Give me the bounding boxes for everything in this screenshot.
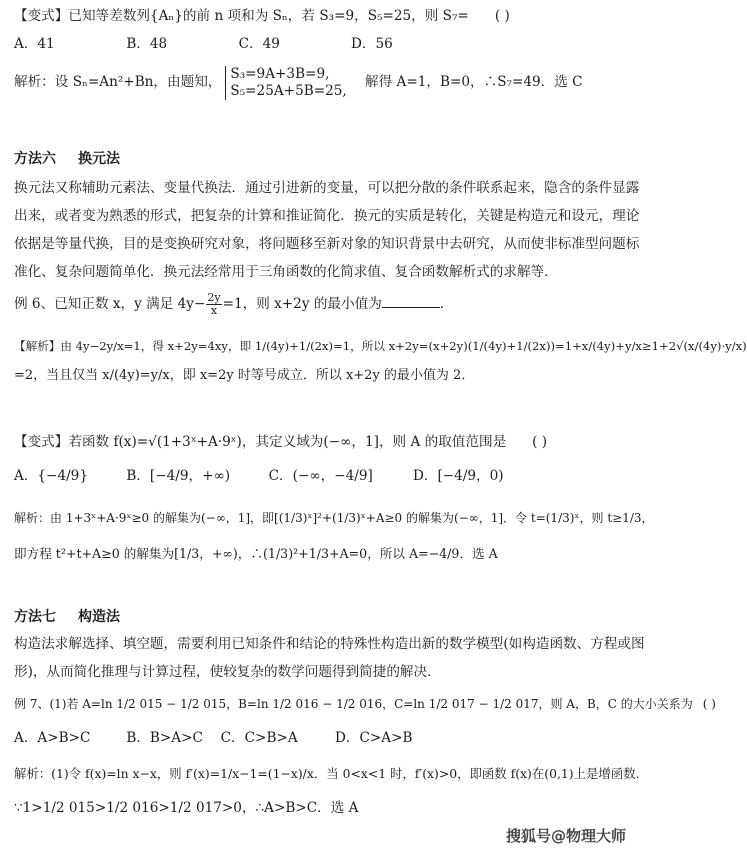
choice-d: D．C>A>B — [334, 730, 413, 746]
choice-c: C．C>B>A — [220, 730, 298, 746]
variant2-solution-line1: 解析：由 1+3ˣ+A·9ˣ≥0 的解集为(−∞，1]，即[(1/3)ˣ]²+(1/3)ˣ+A≥0 的解集为(−∞，1]．令 t=(1/3)ˣ，则 t≥1/3， — [14, 511, 654, 525]
variant2-solution-line2: 即方程 t²+t+A≥0 的解集为[1/3，+∞)，∴(1/3)²+1/3+A=0，所以 A=−4/9．选 A — [14, 546, 498, 561]
method7-para-line2: 形)，从而简化推理与计算过程，使较复杂的数学问题得到简捷的解决． — [14, 664, 441, 680]
watermark: 搜狐号@物理大师 — [505, 827, 626, 845]
method6-para-line1: 换元法又称辅助元素法、变量代换法．通过引进新的变量，可以把分散的条件联系起来，隐含的条件显露 — [14, 180, 640, 196]
choice-d: D．56 — [350, 36, 393, 52]
method6-para-line4: 准化、复杂问题简单化．换元法经常用于三角函数的化简求值、复合函数解析式的求解等． — [14, 264, 558, 280]
variant2-choices — [14, 466, 628, 486]
variant1-choices — [14, 34, 628, 54]
example7-solution-line1: 解析：(1)令 f(x)=ln x−x，则 f′(x)=1/x−1=(1−x)/x．当 0<x<1 时，f′(x)>0，即函数 f(x)在(0,1)上是增函数． — [14, 766, 648, 781]
example7-question: 例 7、(1)若 A=ln 1/2 015 − 1/2 015，B=ln 1/2 016 − 1/2 016，C=ln 1/2 017 − 1/2 017，则 A，B，C 的大小关系为 ( ) — [14, 697, 716, 711]
example6-solution-line2: =2，当且仅当 x/(4y)=y/x，即 x=2y 时等号成立．所以 x+2y 的最小值为 2． — [14, 368, 475, 383]
variant1-question: 【变式】已知等差数列{Aₙ}的前 n 项和为 Sₙ，若 S₃=9，S₅=25，则 S₇= ( ) — [14, 8, 510, 24]
method7-para-line1: 构造法求解选择、填空题，需要利用已知条件和结论的特殊性构造出新的数学模型(如构造函数、方程或图 — [14, 636, 645, 652]
variant1-solution: 解析：设 Sₙ=An²+Bn，由题知， S₃=9A+3B=9, S₅=25A+5B=25, 解得 A=1，B=0，∴S₇=49．选 C — [14, 65, 583, 99]
choice-a: A．{−4/9} — [14, 468, 88, 484]
example7-solution-line2: ∵1>1/2 015>1/2 016>1/2 017>0，∴A>B>C．选 A — [14, 800, 359, 816]
choice-b: B．B>A>C — [126, 730, 203, 746]
choice-c: C．(−∞，−4/9] — [268, 468, 373, 484]
example7-choices — [14, 728, 628, 748]
choice-a: A．A>B>C — [14, 730, 91, 746]
choice-a: A．41 — [14, 36, 55, 52]
choice-b: B．48 — [126, 36, 168, 52]
method7-heading: 方法七 构造法 — [14, 609, 120, 625]
choice-c: C．49 — [238, 36, 280, 52]
example6-question: 例 6、已知正数 x，y 满足 4y− $\frac{2y}{x}$ =1，则 x+2y 的最小值为 ． — [14, 291, 454, 317]
example6-solution-line1: 【解析】由 4y−2y/x=1，得 x+2y=4xy，即 1/(4y)+1/(2x)=1，所以 x+2y=(x+2y)(1/(4y)+1/(2x))=1+x/(4y)+y/x≥1+2√(x/(4y)·y/x) — [14, 339, 747, 353]
method6-para-line2: 出来，或者变为熟悉的形式，把复杂的计算和推证简化．换元的实质是转化，关键是构造元和设元，理论 — [14, 208, 640, 224]
method6-para-line3: 依据是等量代换，目的是变换研究对象，将问题移至新对象的知识背景中去研究，从而使非标准型问题标 — [14, 236, 640, 252]
variant2-question: 【变式】若函数 f(x)=√(1+3ˣ+A·9ˣ)，其定义域为(−∞，1]，则 A 的取值范围是 ( ) — [14, 434, 548, 450]
method6-heading: 方法六 换元法 — [14, 151, 120, 167]
choice-d: D．[−4/9，0) — [412, 468, 504, 484]
choice-b: B．[−4/9，+∞) — [126, 468, 231, 484]
equation-system: S₃=9A+3B=9, S₅=25A+5B=25, — [225, 66, 346, 100]
